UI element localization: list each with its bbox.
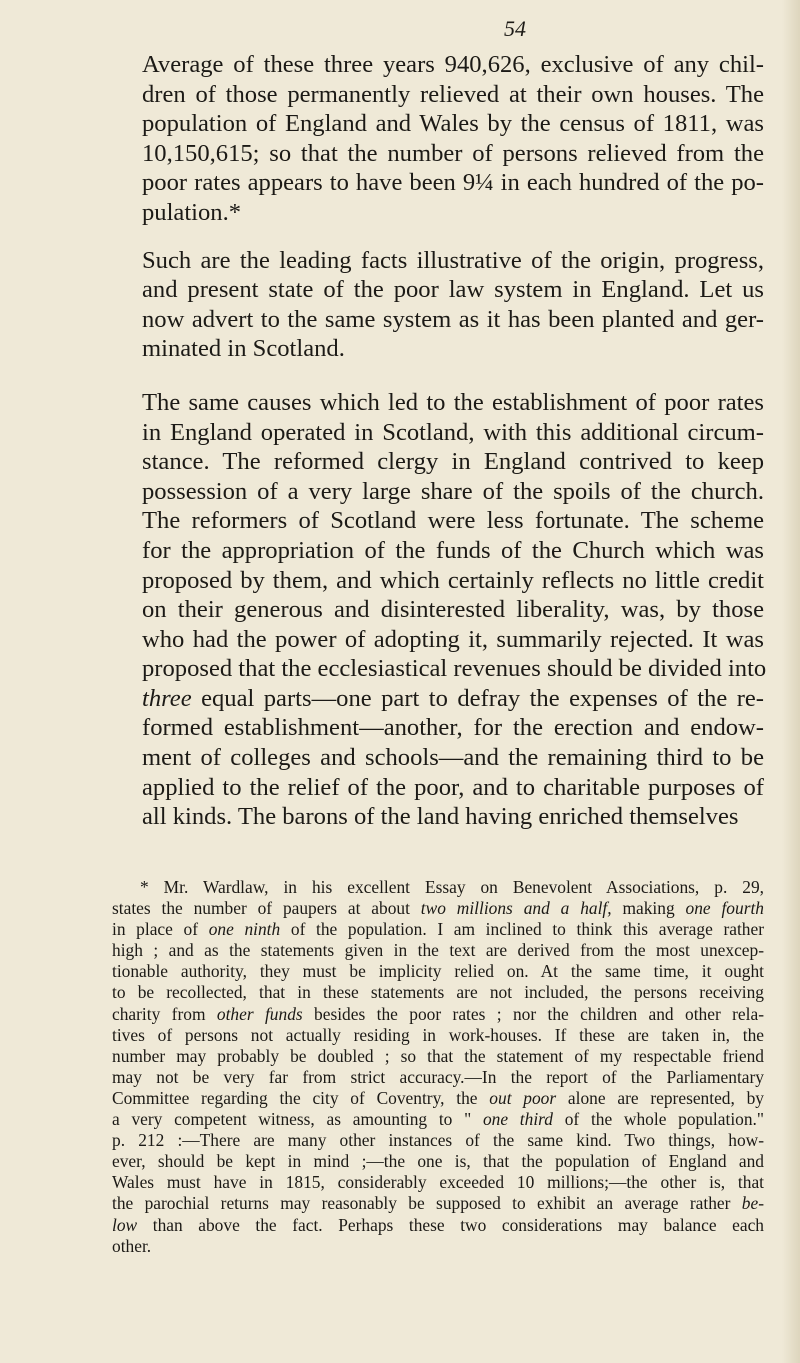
footnote-line <box>112 1215 764 1236</box>
text-line: applied to the relief of the poor, and to charitable purposes of <box>142 773 764 801</box>
text-segment: a very competent witness, as amounting to " <box>112 1109 483 1130</box>
italic-phrase: other funds <box>216 1003 303 1024</box>
footnote-line: * Mr. Wardlaw, in his excellent Essay on Benevolent Associations, p. 29, <box>140 877 764 897</box>
text-line: poor rates appears to have been 9¼ in each hundred of the po- <box>142 169 764 197</box>
italic-phrase: one third <box>482 1109 553 1130</box>
page-number: 54 <box>504 16 526 41</box>
text-segment: besides the poor rates ; nor the children and other rela- <box>302 1003 764 1024</box>
text-segment: charity from <box>112 1003 217 1024</box>
paragraph-1 <box>112 50 764 228</box>
page-edge-shadow <box>782 0 800 1363</box>
italic-phrase: two millions and a half, <box>420 898 612 919</box>
text-segment: of the whole population." <box>552 1109 764 1130</box>
footnote-line: to be recollected, that in these statements are not included, the persons receiving <box>112 982 764 1003</box>
text-segment: making <box>611 898 686 919</box>
footnote-line <box>112 1088 764 1109</box>
footnote-line: Wales must have in 1815, considerably exceeded 10 millions;—the other is, that <box>112 1172 764 1193</box>
footnote-line: tives of persons not actually residing in work-houses. If these are taken in, the <box>112 1024 764 1045</box>
text-segment: states the number of paupers at about <box>112 898 421 919</box>
italic-phrase: be- <box>741 1193 764 1214</box>
italic-word: three <box>142 684 192 712</box>
text-line: on their generous and disinterested liberality, was, by those <box>142 596 764 624</box>
text-line: The reformers of Scotland were less fortunate. The scheme <box>142 507 764 535</box>
footnote-line <box>112 919 764 940</box>
text-segment: of the population. I am inclined to think this average rather <box>280 919 764 940</box>
footnote-line: may not be very far from strict accuracy.—In the report of the Parliamentary <box>112 1066 764 1087</box>
text-line: minated in Scotland. <box>142 335 345 363</box>
footnote <box>112 877 764 1257</box>
text-line: Average of these three years 940,626, exclusive of any chil- <box>142 51 764 78</box>
footnote-line: ever, should be kept in mind ;—the one is, that the population of England and <box>112 1151 764 1172</box>
text-line: for the appropriation of the funds of the Church which was <box>142 536 764 564</box>
italic-phrase: one ninth <box>208 919 281 940</box>
text-segment: equal parts—one part to defray the expenses of the re- <box>191 684 764 712</box>
text-line: ment of colleges and schools—and the remaining third to be <box>142 744 764 772</box>
paragraph-3 <box>112 388 767 832</box>
text-line: possession of a very large share of the spoils of the church. <box>142 477 764 505</box>
italic-phrase: low <box>112 1214 138 1235</box>
italic-phrase: one fourth <box>685 898 764 919</box>
footnote-line <box>112 1109 764 1130</box>
body-text <box>112 50 767 832</box>
footnote-line <box>112 1004 764 1025</box>
text-line: who had the power of adopting it, summarily rejected. It was <box>142 625 764 653</box>
text-line: proposed by them, and which certainly reflects no little credit <box>142 566 764 594</box>
footnote-line: p. 212 :—There are many other instances of the same kind. Two things, how- <box>112 1130 764 1151</box>
footnote-line: other. <box>112 1235 152 1256</box>
text-line: 10,150,615; so that the number of persons relieved from the <box>142 139 764 167</box>
footnote-line <box>112 1193 764 1214</box>
footnote-line <box>112 898 764 919</box>
text-segment: alone are represented, by <box>556 1087 764 1108</box>
text-line: dren of those permanently relieved at their own houses. The <box>142 80 764 108</box>
text-line: and present state of the poor law system in England. Let us <box>142 276 764 304</box>
text-line: The same causes which led to the establishment of poor rates <box>142 388 764 416</box>
text-line: pulation.* <box>142 198 242 226</box>
text-line: proposed that the ecclesiastical revenues should be divided into <box>142 655 767 683</box>
text-line: Such are the leading facts illustrative of the origin, progress, <box>142 246 764 274</box>
text-segment: in place of <box>112 919 209 940</box>
footnote-line: high ; and as the statements given in the text are derived from the most unexcep- <box>112 940 764 961</box>
text-line: all kinds. The barons of the land having enriched themselves <box>142 803 739 831</box>
paragraph-2 <box>112 246 764 364</box>
text-segment: than above the fact. Perhaps these two considerations may balance each <box>137 1214 764 1235</box>
text-segment: the parochial returns may reasonably be supposed to exhibit an average rather <box>112 1193 742 1214</box>
footnote-line: tionable authority, they must be implicity relied on. At the same time, it ought <box>112 961 764 982</box>
footnote-line: number may probably be doubled ; so that the statement of my respectable friend <box>112 1045 764 1066</box>
text-line: stance. The reformed clergy in England contrived to keep <box>142 448 764 476</box>
text-line: now advert to the same system as it has been planted and ger- <box>142 305 764 333</box>
text-line: formed establishment—another, for the erection and endow- <box>142 714 764 742</box>
text-segment: Committee regarding the city of Coventry, the <box>112 1087 490 1108</box>
text-line: population of England and Wales by the census of 1811, was <box>142 110 764 138</box>
italic-phrase: out poor <box>489 1087 557 1108</box>
text-line <box>112 684 764 714</box>
text-line: in England operated in Scotland, with this additional circum- <box>142 418 764 446</box>
